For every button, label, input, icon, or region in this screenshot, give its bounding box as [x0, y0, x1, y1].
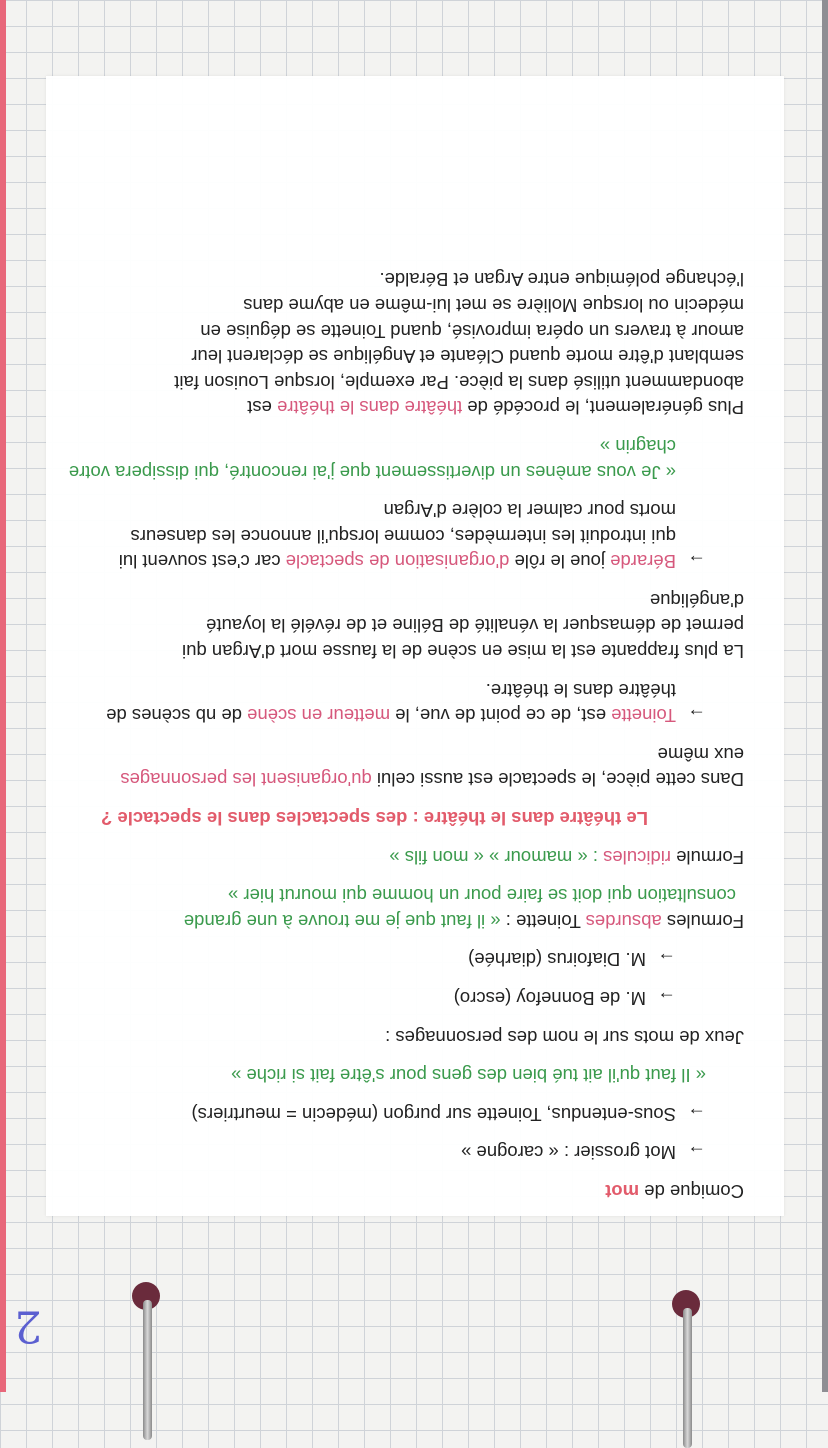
arrow-icon: →	[657, 988, 676, 1010]
page-edge	[822, 0, 828, 1392]
section-title	[46, 1178, 744, 1204]
arrow-icon: →	[687, 1103, 706, 1125]
note-line: La plus frappante est la mise en scène de la fausse mort d'Argan qui	[182, 641, 744, 663]
quote-line: consultation qui doit se faire pour un homme qui mourut hier »	[227, 885, 736, 907]
quote-line: « Il faut qu'il ait tué bien des gens pour s'être fait si riche »	[231, 1065, 706, 1087]
note-line: Jeux de mots sur le nom des personnages :	[385, 1026, 744, 1048]
note-line: →M. Diafoirus (diarhée)	[46, 947, 744, 973]
note-line: abondamment utilisé dans la pièce. Par exemple, lorsque Louison fait	[174, 371, 744, 393]
note-line: →Bérarde joue le rôle d'organisation de spectacle car c'est souvent lui	[46, 549, 744, 575]
note-content	[46, 267, 784, 1204]
note-line: amour à travers un opéra improvisé, quand Toinette se déguise en	[200, 320, 744, 342]
title-highlight: mot	[605, 1181, 640, 1202]
binder-ring-bar	[143, 1300, 152, 1440]
handwritten-note-sheet	[46, 76, 784, 1216]
page-number: 2	[14, 1300, 42, 1351]
quote-line: chagrin »	[599, 435, 676, 457]
note-line: Formules absurdes Toinette : « il faut que je me trouve à une grande	[183, 910, 744, 932]
arrow-icon: →	[657, 949, 676, 971]
binder-ring-right	[672, 1290, 702, 1440]
note-line: semblant d'être morte quand Cléante et Angélique se déclarent leur	[191, 346, 744, 368]
note-line: Formule ridicules : « mamour » « mon fils »	[389, 846, 744, 868]
note-line: qui introduit les intermèdes, comme lorsqu'il annonce les danseurs	[130, 525, 676, 547]
note-line: Dans cette pièce, le spectacle est aussi celui qu'organisent les personnages	[120, 769, 744, 791]
note-line: eux même	[657, 743, 744, 765]
notebook-margin-line	[0, 0, 6, 1392]
note-line: →Mot grossier : « carogne »	[46, 1140, 744, 1166]
note-line: médecin ou lorsque Molière se met lui-même en abyme dans	[243, 294, 744, 316]
note-line: morts pour calmer la colère d'Argan	[383, 500, 676, 522]
note-line: l'échange polémique entre Argan et Béralde.	[379, 269, 744, 291]
binder-ring-bar	[683, 1308, 692, 1448]
arrow-icon: →	[687, 1142, 706, 1164]
binder-ring-left	[132, 1282, 162, 1432]
note-line: théâtre dans le théâtre.	[485, 679, 676, 701]
quote-line: « Je vous amènes un divertissement que j'ai rencontré, qui dissipera votre	[68, 461, 676, 483]
note-line: →Sous-entendus, Toinette sur purgon (médecin = meurtriers)	[46, 1101, 744, 1127]
note-line: →M. de Bonnefoy (escro)	[46, 985, 744, 1011]
note-line: →Toinette est, de ce point de vue, le metteur en scène de nb scènes de	[46, 703, 744, 729]
title-text: Comique de	[639, 1181, 744, 1202]
arrow-icon: →	[687, 551, 706, 573]
section-heading: Le théâtre dans le théâtre : des spectacles dans le spectacle ?	[100, 808, 648, 830]
note-line: Plus généralement, le procédé de théâtre dans le théâtre est	[247, 397, 744, 419]
note-line: permet de démasquer la vénalité de Béline et de révélé la loyauté	[206, 615, 744, 637]
note-line: d'angélique	[649, 589, 744, 611]
arrow-icon: →	[687, 705, 706, 727]
